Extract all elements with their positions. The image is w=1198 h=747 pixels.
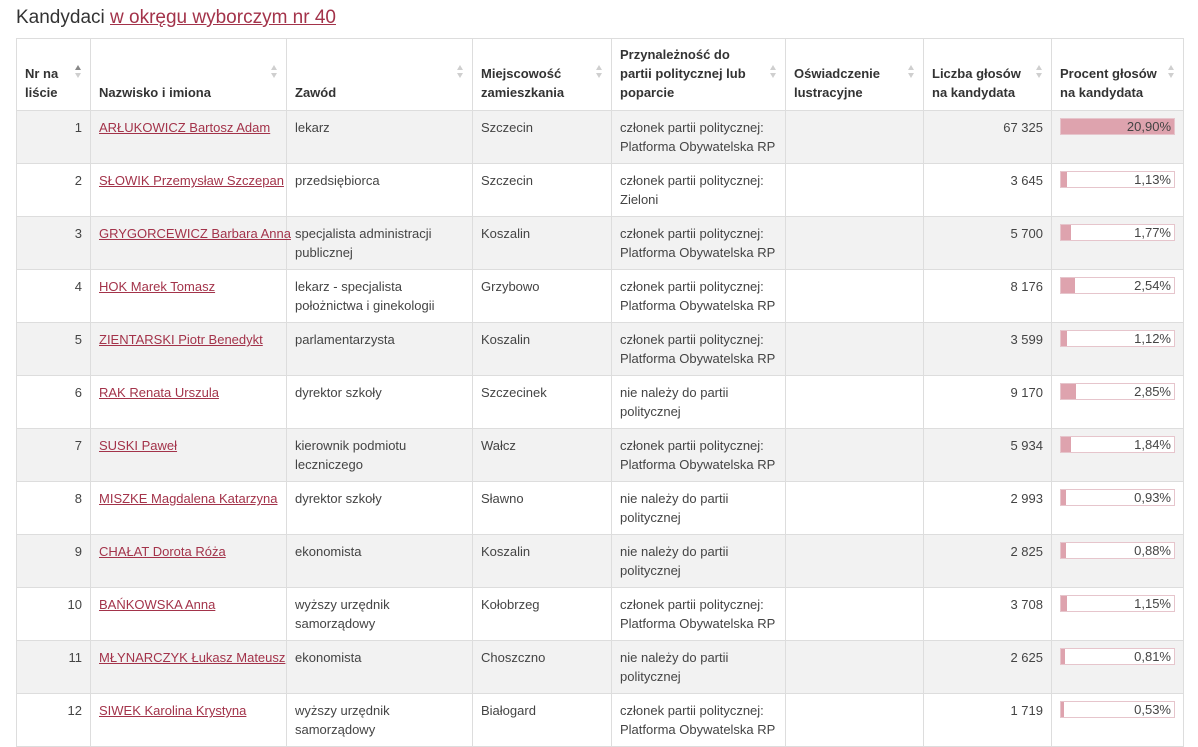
cell-residence: Białogard (473, 694, 612, 747)
cell-occupation: lekarz (287, 111, 473, 164)
cell-residence: Sławno (473, 482, 612, 535)
percent-label: 2,54% (1134, 278, 1171, 293)
column-header-label: Miejscowość zamieszkania (481, 66, 565, 100)
cell-occupation: wyższy urzędnik samorządowy (287, 588, 473, 641)
cell-percent (1052, 429, 1184, 482)
column-header-lustr[interactable] (786, 39, 924, 111)
cell-list-number: 12 (17, 694, 91, 747)
percent-label: 0,53% (1134, 702, 1171, 717)
cell-list-number: 9 (17, 535, 91, 588)
candidate-link[interactable]: BAŃKOWSKA Anna (99, 597, 216, 612)
percent-label: 0,88% (1134, 543, 1171, 558)
percent-bar (1060, 648, 1175, 665)
percent-bar-fill (1061, 702, 1064, 717)
header-row (17, 39, 1184, 111)
cell-residence: Koszalin (473, 323, 612, 376)
candidate-link[interactable]: GRYGORCEWICZ Barbara Anna (99, 226, 291, 241)
percent-label: 0,93% (1134, 490, 1171, 505)
sort-arrows-icon[interactable] (1036, 65, 1043, 79)
cell-occupation: dyrektor szkoły (287, 376, 473, 429)
candidate-link[interactable]: ZIENTARSKI Piotr Benedykt (99, 332, 263, 347)
cell-party: członek partii politycznej: Platforma Obywatelska RP (612, 323, 786, 376)
cell-votes: 8 176 (924, 270, 1052, 323)
cell-candidate-name (91, 111, 287, 164)
cell-percent (1052, 164, 1184, 217)
cell-residence: Koszalin (473, 217, 612, 270)
cell-party: nie należy do partii politycznej (612, 482, 786, 535)
cell-lustration (786, 482, 924, 535)
candidate-link[interactable]: CHAŁAT Dorota Róża (99, 544, 226, 559)
cell-votes: 5 934 (924, 429, 1052, 482)
cell-residence: Kołobrzeg (473, 588, 612, 641)
candidate-link[interactable]: SIWEK Karolina Krystyna (99, 703, 247, 718)
cell-votes: 2 825 (924, 535, 1052, 588)
candidate-link[interactable]: HOK Marek Tomasz (99, 279, 216, 294)
cell-candidate-name (91, 217, 291, 270)
percent-bar-fill (1061, 172, 1067, 187)
percent-bar (1060, 383, 1175, 400)
column-header-label: Zawód (295, 85, 337, 100)
cell-list-number: 7 (17, 429, 91, 482)
column-header-label: Przynależność do partii politycznej lub poparcie (620, 47, 746, 100)
percent-label: 1,13% (1134, 172, 1171, 187)
percent-bar (1060, 118, 1175, 135)
column-header-votes[interactable] (924, 39, 1052, 111)
percent-bar (1060, 330, 1175, 347)
cell-percent (1052, 482, 1184, 535)
column-header-city[interactable] (473, 39, 612, 111)
percent-bar-fill (1061, 225, 1071, 240)
column-header-name[interactable] (91, 39, 287, 111)
cell-list-number: 2 (17, 164, 91, 217)
cell-party: członek partii politycznej: Zieloni (612, 164, 786, 217)
cell-occupation: kierownik podmiotu leczniczego (287, 429, 473, 482)
cell-residence: Szczecin (473, 164, 612, 217)
cell-percent (1052, 323, 1184, 376)
cell-votes: 67 325 (924, 111, 1052, 164)
column-header-nr[interactable] (17, 39, 91, 111)
cell-list-number: 5 (17, 323, 91, 376)
table-body (17, 111, 1184, 747)
table-row (17, 376, 1184, 429)
cell-list-number: 11 (17, 641, 91, 694)
cell-party: członek partii politycznej: Platforma Obywatelska RP (612, 429, 786, 482)
cell-occupation: lekarz - specjalista położnictwa i ginekologii (287, 270, 473, 323)
cell-party: członek partii politycznej: Platforma Obywatelska RP (612, 270, 786, 323)
cell-votes: 3 645 (924, 164, 1052, 217)
percent-bar-fill (1061, 278, 1075, 293)
cell-lustration (786, 270, 924, 323)
candidate-link[interactable]: MISZKE Magdalena Katarzyna (99, 491, 278, 506)
cell-list-number: 1 (17, 111, 91, 164)
percent-bar-fill (1061, 437, 1071, 452)
percent-label: 1,12% (1134, 331, 1171, 346)
table-row (17, 588, 1184, 641)
cell-lustration (786, 323, 924, 376)
cell-lustration (786, 641, 924, 694)
cell-votes: 3 599 (924, 323, 1052, 376)
percent-label: 1,84% (1134, 437, 1171, 452)
table-row (17, 323, 1184, 376)
column-header-job[interactable] (287, 39, 473, 111)
percent-bar-fill (1061, 331, 1067, 346)
cell-candidate-name (91, 482, 287, 535)
cell-party: członek partii politycznej: Platforma Obywatelska RP (612, 588, 786, 641)
cell-candidate-name (91, 376, 287, 429)
percent-label: 20,90% (1126, 119, 1171, 134)
percent-bar (1060, 489, 1175, 506)
cell-percent (1052, 535, 1184, 588)
cell-residence: Koszalin (473, 535, 612, 588)
cell-lustration (786, 429, 924, 482)
cell-votes: 3 708 (924, 588, 1052, 641)
cell-party: członek partii politycznej: Platforma Obywatelska RP (612, 694, 786, 747)
percent-bar (1060, 277, 1175, 294)
table-row (17, 535, 1184, 588)
candidate-link[interactable]: ARŁUKOWICZ Bartosz Adam (99, 120, 271, 135)
cell-party: członek partii politycznej: Platforma Obywatelska RP (612, 111, 786, 164)
cell-list-number: 10 (17, 588, 91, 641)
table-row (17, 164, 1184, 217)
cell-percent (1052, 217, 1184, 270)
cell-party: nie należy do partii politycznej (612, 641, 786, 694)
sort-arrows-icon[interactable] (457, 65, 464, 79)
cell-votes: 5 700 (924, 217, 1052, 270)
cell-percent (1052, 694, 1184, 747)
district-link[interactable]: w okręgu wyborczym nr 40 (110, 7, 336, 28)
table-header (17, 39, 1184, 111)
table-row (17, 217, 1184, 270)
percent-bar-fill (1061, 649, 1065, 664)
percent-bar-fill (1061, 543, 1066, 558)
percent-bar (1060, 171, 1175, 188)
column-header-label: Nr na liście (25, 66, 59, 100)
cell-candidate-name (91, 429, 287, 482)
percent-bar (1060, 436, 1175, 453)
cell-occupation: przedsiębiorca (287, 164, 473, 217)
table-row (17, 111, 1184, 164)
cell-party: nie należy do partii politycznej (612, 535, 786, 588)
cell-percent (1052, 588, 1184, 641)
percent-bar (1060, 701, 1175, 718)
cell-votes: 9 170 (924, 376, 1052, 429)
cell-lustration (786, 217, 924, 270)
cell-occupation: specjalista administracji publicznej (287, 217, 473, 270)
cell-residence: Choszczno (473, 641, 612, 694)
table-row (17, 429, 1184, 482)
cell-candidate-name (91, 641, 287, 694)
table-row (17, 270, 1184, 323)
cell-residence: Szczecinek (473, 376, 612, 429)
cell-party: nie należy do partii politycznej (612, 376, 786, 429)
cell-occupation: parlamentarzysta (287, 323, 473, 376)
cell-candidate-name (91, 270, 287, 323)
cell-votes: 2 993 (924, 482, 1052, 535)
cell-percent (1052, 111, 1184, 164)
cell-list-number: 8 (17, 482, 91, 535)
cell-list-number: 4 (17, 270, 91, 323)
cell-lustration (786, 588, 924, 641)
cell-lustration (786, 535, 924, 588)
cell-percent (1052, 641, 1184, 694)
cell-candidate-name (91, 694, 287, 747)
cell-lustration (786, 376, 924, 429)
cell-list-number: 3 (17, 217, 91, 270)
sort-arrows-icon[interactable] (770, 65, 777, 79)
cell-candidate-name (91, 588, 287, 641)
sort-arrows-icon[interactable] (75, 65, 82, 79)
percent-bar (1060, 542, 1175, 559)
cell-list-number: 6 (17, 376, 91, 429)
percent-bar-fill (1061, 490, 1066, 505)
percent-label: 1,15% (1134, 596, 1171, 611)
sort-arrows-icon[interactable] (596, 65, 603, 79)
percent-label: 1,77% (1134, 225, 1171, 240)
cell-party: członek partii politycznej: Platforma Obywatelska RP (612, 217, 786, 270)
column-header-party[interactable] (612, 39, 786, 111)
table-row (17, 641, 1184, 694)
percent-bar (1060, 224, 1175, 241)
candidate-link[interactable]: RAK Renata Urszula (99, 385, 219, 400)
cell-occupation: ekonomista (287, 535, 473, 588)
table-row (17, 694, 1184, 747)
percent-bar (1060, 595, 1175, 612)
cell-occupation: ekonomista (287, 641, 473, 694)
cell-lustration (786, 111, 924, 164)
cell-percent (1052, 270, 1184, 323)
sort-arrows-icon[interactable] (908, 65, 915, 79)
percent-bar-fill (1061, 384, 1076, 399)
cell-votes: 1 719 (924, 694, 1052, 747)
cell-occupation: dyrektor szkoły (287, 482, 473, 535)
column-header-pct[interactable] (1052, 39, 1184, 111)
column-header-label: Oświadczenie lustracyjne (794, 66, 880, 100)
cell-lustration (786, 694, 924, 747)
cell-candidate-name (91, 323, 287, 376)
cell-residence: Grzybowo (473, 270, 612, 323)
cell-occupation: wyższy urzędnik samorządowy (287, 694, 473, 747)
candidates-table (16, 38, 1184, 747)
column-header-label: Procent głosów na kandydata (1060, 66, 1157, 100)
column-header-label: Liczba głosów na kandydata (932, 66, 1021, 100)
heading-prefix: Kandydaci (16, 7, 111, 28)
cell-candidate-name (91, 535, 287, 588)
cell-residence: Wałcz (473, 429, 612, 482)
cell-votes: 2 625 (924, 641, 1052, 694)
sort-arrows-icon[interactable] (271, 65, 278, 79)
candidate-link[interactable]: SUSKI Paweł (99, 438, 178, 453)
cell-percent (1052, 376, 1184, 429)
cell-lustration (786, 164, 924, 217)
sort-arrows-icon[interactable] (1168, 65, 1175, 79)
percent-label: 2,85% (1134, 384, 1171, 399)
cell-candidate-name (91, 164, 287, 217)
candidate-link[interactable]: MŁYNARCZYK Łukasz Mateusz (99, 650, 286, 665)
percent-bar-fill (1061, 596, 1067, 611)
column-header-label: Nazwisko i imiona (99, 85, 211, 100)
table-row (17, 482, 1184, 535)
candidate-link[interactable]: SŁOWIK Przemysław Szczepan (99, 173, 284, 188)
percent-label: 0,81% (1134, 649, 1171, 664)
cell-residence: Szczecin (473, 111, 612, 164)
page-heading (16, 4, 336, 32)
